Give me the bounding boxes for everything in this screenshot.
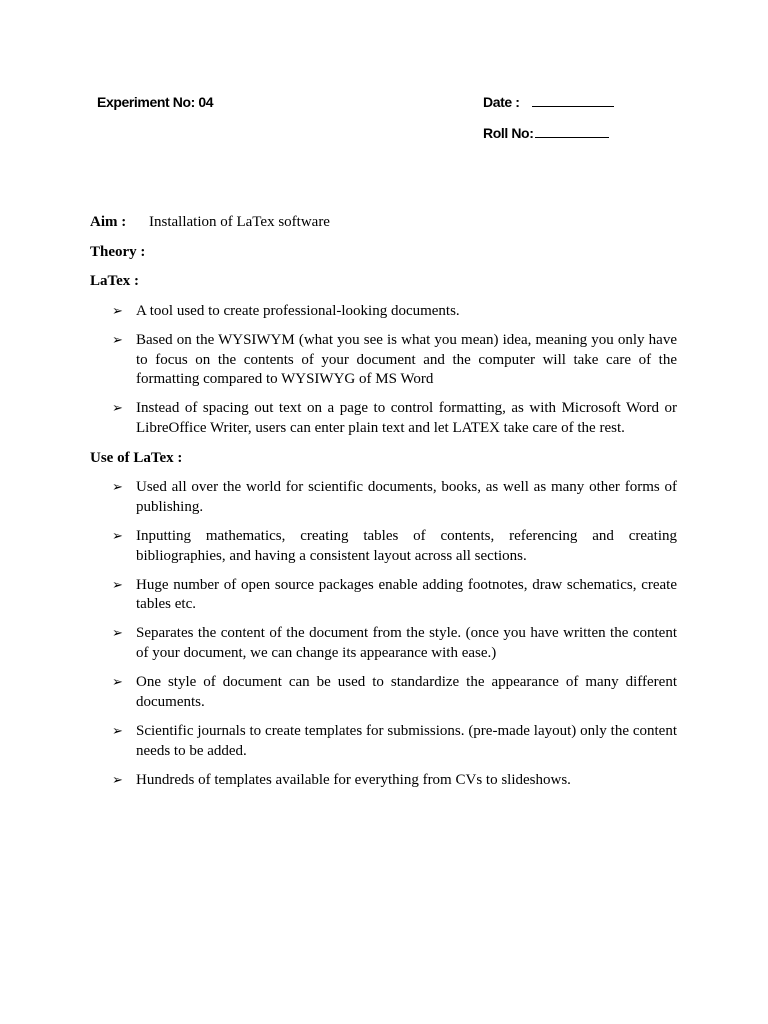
list-item-text: Hundreds of templates available for everything from CVs to slideshows.: [136, 771, 571, 788]
list-item: [90, 576, 677, 615]
list-item: [90, 478, 677, 517]
list-item: [90, 527, 677, 566]
list-item-text: Based on the WYSIWYM (what you see is what you mean) idea, meaning you only have to focus on the contents of your document and the computer will take care of the formatting compared to WYSIWYG of MS Word: [136, 331, 677, 388]
list-item: [90, 624, 677, 663]
list-item: [90, 399, 677, 438]
aim-row: [90, 213, 677, 233]
list-item-text: Separates the content of the document from the style. (once you have written the content of your document, we can change its appearance with ease.): [136, 625, 677, 662]
arrowhead-bullet-icon: ➢: [112, 401, 123, 417]
roll-number-field: [483, 125, 609, 141]
list-item-text: Huge number of open source packages enable adding footnotes, draw schematics, create tables etc.: [136, 576, 677, 613]
roll-label: Roll No:: [483, 125, 534, 141]
arrowhead-bullet-icon: ➢: [112, 577, 123, 593]
arrowhead-bullet-icon: ➢: [112, 303, 123, 319]
list-item: [90, 331, 677, 390]
arrowhead-bullet-icon: ➢: [112, 724, 123, 740]
arrowhead-bullet-icon: ➢: [112, 675, 123, 691]
experiment-number: Experiment No: 04: [97, 94, 214, 110]
arrowhead-bullet-icon: ➢: [112, 480, 123, 496]
list-item-text: Instead of spacing out text on a page to control formatting, as with Microsoft Word or LibreOffice Writer, users can enter plain text and let LATEX take care of the rest.: [136, 400, 677, 436]
list-item-text: Inputting mathematics, creating tables of contents, referencing and creating bibliographies, and having a consistent layout across all sections.: [136, 527, 677, 564]
arrowhead-bullet-icon: ➢: [112, 626, 123, 642]
list-item-text: Used all over the world for scientific documents, books, as well as many other forms of publishing.: [136, 479, 677, 515]
roll-blank-line: [535, 125, 609, 138]
latex-points-list: [90, 302, 677, 439]
theory-heading: Theory :: [90, 243, 146, 260]
aim-label: Aim :: [90, 214, 127, 230]
list-item: [90, 722, 677, 761]
arrowhead-bullet-icon: ➢: [112, 772, 123, 788]
use-points-list: [90, 478, 677, 790]
date-label: Date :: [483, 94, 520, 110]
list-item-text: A tool used to create professional-looking documents.: [136, 302, 460, 319]
date-blank-line: [532, 94, 614, 107]
use-of-latex-heading: Use of LaTex :: [90, 449, 183, 466]
date-field: [483, 94, 614, 110]
list-item-text: Scientific journals to create templates for submissions. (pre-made layout) only the content needs to be added.: [136, 723, 677, 759]
arrowhead-bullet-icon: ➢: [112, 528, 123, 544]
latex-heading: LaTex :: [90, 273, 140, 290]
list-item: [90, 771, 677, 791]
list-item: [90, 302, 677, 322]
arrowhead-bullet-icon: ➢: [112, 332, 123, 348]
aim-text: Installation of LaTex software: [149, 214, 330, 230]
list-item: [90, 673, 677, 712]
document-body: [90, 213, 677, 800]
list-item-text: One style of document can be used to standardize the appearance of many different documents.: [136, 674, 677, 710]
